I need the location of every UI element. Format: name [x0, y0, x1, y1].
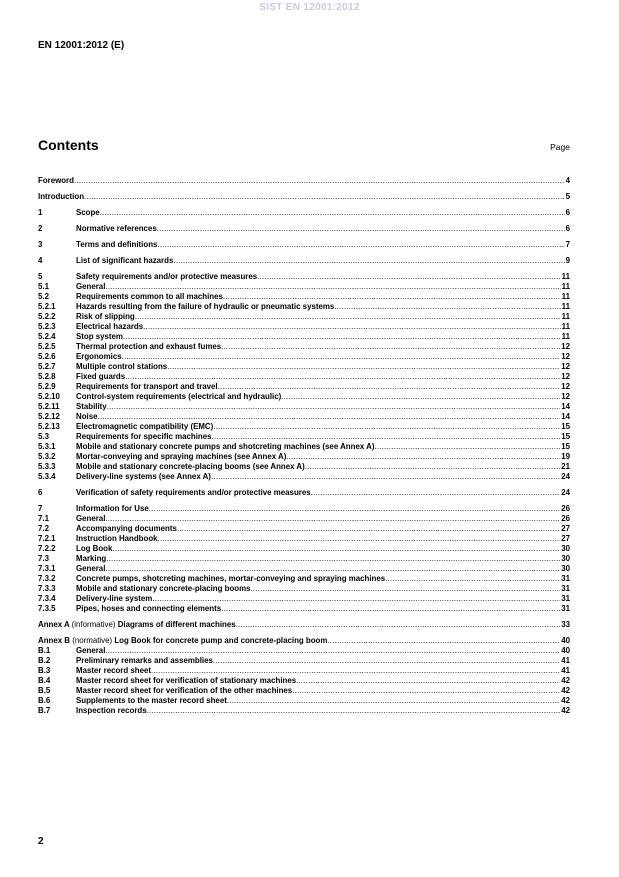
toc-entry-number: 7.2 [38, 524, 49, 533]
toc-entry-title: Verification of safety requirements and/or protective measures [76, 488, 311, 497]
toc-entry-number: 7.3.3 [38, 584, 56, 593]
dot-leader [105, 564, 560, 574]
toc-entry-number: B.3 [38, 666, 51, 675]
toc-entry[interactable] [38, 382, 570, 392]
toc-entry-page: 24 [561, 488, 570, 497]
toc-entry-page: 11 [561, 332, 570, 341]
toc-entry-number: 5.3.4 [38, 472, 56, 481]
toc-entry-title: Mortar-conveying and spraying machines (see Annex A) [76, 452, 287, 461]
toc-entry-page: 15 [561, 442, 570, 451]
toc-entry-page: 15 [561, 432, 570, 441]
toc-entry-number: 5.1 [38, 282, 49, 291]
toc-entry[interactable] [38, 594, 570, 604]
dot-leader [98, 412, 561, 422]
toc-entry-title: Pipes, hoses and connecting elements [76, 604, 222, 613]
toc-entry-number: 5.3.3 [38, 462, 56, 471]
dot-leader [173, 256, 564, 266]
toc-entry-page: 6 [565, 208, 570, 217]
toc-entry[interactable] [38, 472, 570, 482]
dot-leader [135, 312, 561, 322]
toc-entry[interactable] [38, 686, 570, 696]
toc-entry-number: 5.2.5 [38, 342, 56, 351]
toc-entry[interactable] [38, 322, 570, 332]
watermark: SIST EN 12001:2012 [259, 2, 360, 13]
dot-leader [157, 224, 565, 234]
dot-leader [158, 534, 561, 544]
toc-entry-number: 7.2.2 [38, 544, 56, 553]
annex-title: Diagrams of different machines [117, 620, 236, 629]
dot-leader [385, 574, 560, 584]
dot-leader [218, 382, 561, 392]
dot-leader [305, 462, 560, 472]
toc-entry-title: Hazards resulting from the failure of hydraulic or pneumatic systems [76, 302, 335, 311]
annex-qualifier: (informative) [71, 620, 116, 629]
toc-entry[interactable] [38, 412, 570, 422]
toc-entry[interactable] [38, 696, 570, 706]
toc-entry[interactable] [38, 402, 570, 412]
toc-entry-title [38, 636, 327, 646]
document-id: EN 12001:2012 (E) [38, 40, 125, 51]
toc-entry-page: 11 [561, 312, 570, 321]
toc-entry[interactable] [38, 656, 570, 666]
toc-entry-page: 30 [561, 544, 570, 553]
toc-entry-number: 5.2.2 [38, 312, 56, 321]
toc-entry-title: Delivery-line systems (see Annex A) [76, 472, 211, 481]
toc-entry[interactable] [38, 584, 570, 594]
toc-entry-page: 19 [561, 452, 570, 461]
toc-entry-number: 5.2.7 [38, 362, 56, 371]
toc-entry[interactable] [38, 452, 570, 462]
toc-entry[interactable] [38, 282, 570, 292]
toc-entry-title: Instruction Handbook [76, 534, 158, 543]
toc-entry-number: 5.2.11 [38, 402, 60, 411]
toc-entry-title: Master record sheet for verification of stationary machines [76, 676, 297, 685]
toc-entry-title: Scope [76, 208, 100, 217]
toc-entry-page: 4 [565, 176, 570, 185]
toc-entry-title: Noise [76, 412, 98, 421]
toc-entry-page: 31 [561, 574, 570, 583]
toc-entry-page: 12 [561, 342, 570, 351]
toc-entry-title: Accompanying documents [76, 524, 177, 533]
toc-entry-number: 7.3.5 [38, 604, 56, 613]
annex-label: Annex A [38, 620, 70, 629]
page-column-label: Page [550, 142, 570, 152]
toc-entry-title: Ergonomics [76, 352, 122, 361]
toc-entry-page: 11 [561, 292, 570, 301]
dot-leader [125, 372, 560, 382]
toc-entry[interactable] [38, 208, 570, 218]
toc-entry[interactable] [38, 534, 570, 544]
dot-leader [107, 402, 561, 412]
dot-leader [296, 676, 560, 686]
dot-leader [84, 192, 565, 202]
toc-entry-number: 5.2.1 [38, 302, 56, 311]
toc-entry[interactable] [38, 292, 570, 302]
toc-entry-number: 7.1 [38, 514, 49, 523]
toc-entry[interactable] [38, 332, 570, 342]
toc-entry-number: 5.3.1 [38, 442, 56, 451]
toc-entry-title: Terms and definitions [76, 240, 158, 249]
dot-leader [147, 706, 561, 716]
dot-leader [151, 666, 560, 676]
toc-entry-page: 12 [561, 362, 570, 371]
toc-entry-title: Mobile and stationary concrete-placing booms (see Annex A) [76, 462, 305, 471]
toc-entry-page: 11 [561, 272, 570, 281]
toc-entry-page: 11 [561, 282, 570, 291]
toc-entry-number: 5.2.6 [38, 352, 56, 361]
toc-entry-title: Master record sheet for verification of the other machines [76, 686, 293, 695]
toc-entry[interactable] [38, 488, 570, 498]
toc-entry-number: 5.3 [38, 432, 49, 441]
dot-leader [221, 342, 560, 352]
toc-entry-number: 7.3.2 [38, 574, 56, 583]
toc-entry-title: Information for Use [76, 504, 149, 513]
dot-leader [311, 488, 561, 498]
toc-entry-title: Control-system requirements (electrical and hydraulic) [76, 392, 282, 401]
toc-entry-page: 5 [565, 192, 570, 201]
toc-entry-page: 26 [561, 514, 570, 523]
toc-entry-page: 31 [561, 584, 570, 593]
toc-entry-title [38, 620, 236, 630]
page-number: 2 [38, 836, 44, 847]
toc-entry-number: 7.2.1 [38, 534, 56, 543]
toc-entry-page: 12 [561, 352, 570, 361]
table-of-contents [38, 176, 570, 716]
toc-entry-page: 7 [565, 240, 570, 249]
toc-entry-page: 11 [561, 322, 570, 331]
dot-leader [374, 442, 560, 452]
toc-entry-page: 42 [561, 676, 570, 685]
toc-entry-title: General [76, 646, 106, 655]
toc-entry[interactable] [38, 604, 570, 614]
toc-entry-number: 5 [38, 272, 43, 281]
toc-entry-title: Delivery-line system [76, 594, 153, 603]
annex-title: Log Book for concrete pump and concrete-placing boom [114, 636, 328, 645]
toc-entry-number: 5.2.10 [38, 392, 60, 401]
toc-entry-number: B.1 [38, 646, 51, 655]
annex-qualifier: (normative) [72, 636, 113, 645]
toc-entry-title: Concrete pumps, shotcreting machines, mortar-conveying and spraying machines [76, 574, 386, 583]
toc-entry[interactable] [38, 372, 570, 382]
toc-entry-title: Requirements for transport and travel [76, 382, 218, 391]
toc-entry[interactable] [38, 224, 570, 234]
toc-entry-title: Risk of slipping [76, 312, 135, 321]
dot-leader [257, 272, 561, 282]
toc-entry-page: 30 [561, 564, 570, 573]
toc-entry-number: B.5 [38, 686, 51, 695]
toc-entry-number: 4 [38, 256, 43, 265]
dot-leader [167, 362, 560, 372]
toc-entry-title: Requirements common to all machines [76, 292, 223, 301]
toc-entry[interactable] [38, 240, 570, 250]
toc-entry[interactable] [38, 312, 570, 322]
dot-leader [286, 452, 560, 462]
dot-leader [122, 352, 561, 362]
toc-entry-page: 12 [561, 372, 570, 381]
toc-entry[interactable] [38, 272, 570, 282]
toc-entry[interactable] [38, 666, 570, 676]
toc-entry-page: 42 [561, 696, 570, 705]
toc-entry[interactable] [38, 362, 570, 372]
toc-entry[interactable] [38, 302, 570, 312]
toc-entry-title: Supplements to the master record sheet [76, 696, 227, 705]
dot-leader [157, 240, 564, 250]
toc-entry-page: 14 [561, 402, 570, 411]
toc-entry-title: Fixed guards [76, 372, 126, 381]
toc-entry-page: 41 [561, 656, 570, 665]
toc-entry-page: 31 [561, 594, 570, 603]
toc-entry-page: 40 [561, 636, 570, 645]
dot-leader [100, 208, 565, 218]
dot-leader [177, 524, 560, 534]
toc-entry-page: 33 [561, 620, 570, 629]
toc-entry-title: Log Book [76, 544, 113, 553]
toc-entry-title: Normative references [76, 224, 157, 233]
toc-entry-number: 5.3.2 [38, 452, 56, 461]
toc-entry[interactable] [38, 514, 570, 524]
toc-entry-number: 5.2.8 [38, 372, 56, 381]
toc-entry-number: 2 [38, 224, 43, 233]
dot-leader [213, 422, 560, 432]
dot-leader [223, 292, 561, 302]
dot-leader [74, 176, 565, 186]
toc-entry-number: 1 [38, 208, 43, 217]
dot-leader [213, 656, 560, 666]
toc-entry-page: 31 [561, 604, 570, 613]
toc-entry[interactable] [38, 342, 570, 352]
toc-entry-page: 41 [561, 666, 570, 675]
toc-entry-number: 7 [38, 504, 43, 513]
dot-leader [334, 302, 560, 312]
toc-entry[interactable] [38, 646, 570, 656]
toc-entry-number: B.2 [38, 656, 51, 665]
toc-entry-page: 14 [561, 412, 570, 421]
dot-leader [105, 282, 560, 292]
toc-entry-page: 42 [561, 686, 570, 695]
toc-entry-number: 5.2.12 [38, 412, 60, 421]
toc-entry-number: B.4 [38, 676, 51, 685]
dot-leader [105, 646, 560, 656]
toc-entry-page: 26 [561, 504, 570, 513]
toc-entry-title: List of significant hazards [76, 256, 174, 265]
toc-entry-title: Requirements for specific machines [76, 432, 212, 441]
dot-leader [221, 604, 560, 614]
toc-entry[interactable] [38, 192, 570, 202]
dot-leader [149, 504, 560, 514]
toc-entry-title: Thermal protection and exhaust fumes [76, 342, 222, 351]
toc-entry[interactable] [38, 620, 570, 630]
toc-entry[interactable] [38, 676, 570, 686]
annex-label: Annex B [38, 636, 71, 645]
toc-entry-number: B.6 [38, 696, 51, 705]
toc-entry-number: 7.3 [38, 554, 49, 563]
toc-entry[interactable] [38, 706, 570, 716]
toc-entry-page: 21 [561, 462, 570, 471]
toc-entry-title: Electrical hazards [76, 322, 144, 331]
toc-entry-title: Master record sheet [76, 666, 151, 675]
toc-entry[interactable] [38, 636, 570, 646]
toc-entry-page: 27 [561, 534, 570, 543]
toc-entry-number: 7.3.4 [38, 594, 56, 603]
toc-entry[interactable] [38, 544, 570, 554]
dot-leader [281, 392, 560, 402]
dot-leader [251, 584, 561, 594]
toc-entry-title: Electromagnetic compatibility (EMC) [76, 422, 214, 431]
toc-entry-page: 24 [561, 472, 570, 481]
toc-entry-number: 6 [38, 488, 43, 497]
dot-leader [112, 544, 560, 554]
toc-entry[interactable] [38, 564, 570, 574]
toc-entry-title: Introduction [38, 192, 85, 201]
contents-heading: Contents [38, 137, 99, 153]
dot-leader [292, 686, 560, 696]
dot-leader [123, 332, 561, 342]
toc-entry-title: Foreword [38, 176, 74, 185]
toc-entry-number: 5.2.9 [38, 382, 56, 391]
toc-entry[interactable] [38, 504, 570, 514]
toc-entry-page: 15 [561, 422, 570, 431]
dot-leader [327, 636, 560, 646]
toc-entry[interactable] [38, 442, 570, 452]
toc-entry-page: 12 [561, 392, 570, 401]
toc-entry-title: Marking [76, 554, 107, 563]
dot-leader [106, 554, 560, 564]
toc-entry[interactable] [38, 176, 570, 186]
toc-entry[interactable] [38, 422, 570, 432]
toc-entry-page: 42 [561, 706, 570, 715]
toc-entry-page: 9 [565, 256, 570, 265]
toc-entry-page: 12 [561, 382, 570, 391]
toc-entry[interactable] [38, 524, 570, 534]
toc-entry[interactable] [38, 256, 570, 266]
toc-entry-title: Safety requirements and/or protective measures [76, 272, 258, 281]
dot-leader [212, 432, 561, 442]
toc-entry-title: Stop system [76, 332, 123, 341]
toc-entry-page: 11 [561, 302, 570, 311]
toc-entry-number: 5.2.3 [38, 322, 56, 331]
toc-entry-title: Mobile and stationary concrete-placing booms [76, 584, 251, 593]
toc-entry-number: 3 [38, 240, 43, 249]
toc-entry[interactable] [38, 462, 570, 472]
toc-entry-title: Stability [76, 402, 107, 411]
toc-entry-page: 30 [561, 554, 570, 563]
toc-entry-number: 7.3.1 [38, 564, 56, 573]
dot-leader [105, 514, 560, 524]
toc-entry-page: 27 [561, 524, 570, 533]
toc-entry-number: 5.2.4 [38, 332, 56, 341]
toc-entry-title: General [76, 564, 106, 573]
toc-entry-title: Multiple control stations [76, 362, 168, 371]
toc-entry-title: General [76, 514, 106, 523]
toc-entry-title: General [76, 282, 106, 291]
toc-entry[interactable] [38, 392, 570, 402]
toc-entry[interactable] [38, 432, 570, 442]
toc-entry-page: 40 [561, 646, 570, 655]
toc-entry-title: Mobile and stationary concrete pumps and shotcreting machines (see Annex A) [76, 442, 375, 451]
dot-leader [211, 472, 560, 482]
toc-entry-number: 5.2.13 [38, 422, 60, 431]
toc-entry[interactable] [38, 352, 570, 362]
dot-leader [236, 620, 561, 630]
toc-entry[interactable] [38, 574, 570, 584]
toc-entry[interactable] [38, 554, 570, 564]
toc-entry-number: B.7 [38, 706, 51, 715]
toc-entry-page: 6 [565, 224, 570, 233]
dot-leader [143, 322, 561, 332]
toc-entry-title: Inspection records [76, 706, 147, 715]
toc-entry-number: 5.2 [38, 292, 49, 301]
toc-entry-title: Preliminary remarks and assemblies [76, 656, 213, 665]
dot-leader [152, 594, 560, 604]
dot-leader [227, 696, 560, 706]
